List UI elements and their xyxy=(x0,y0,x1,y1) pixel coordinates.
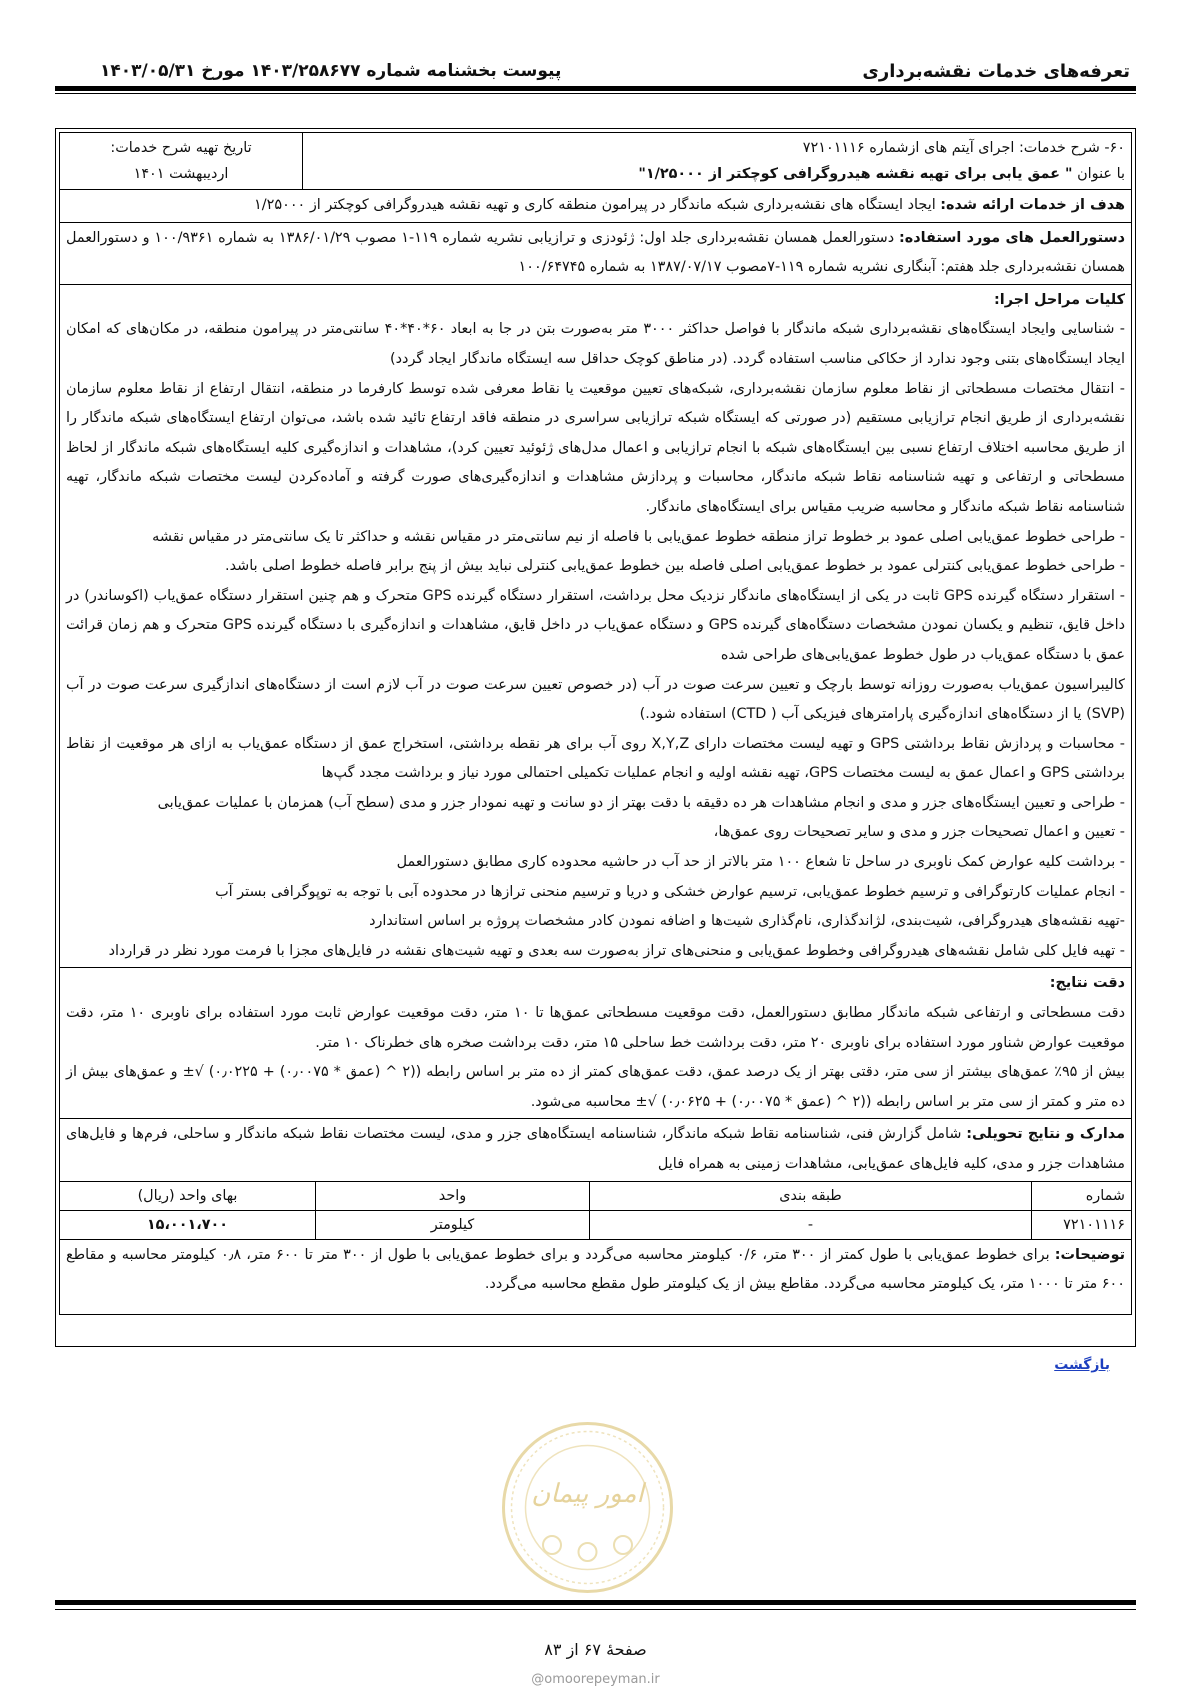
page-number: صفحهٔ ۶۷ از ۸۳ xyxy=(544,1640,647,1659)
watermark: @omoorepeyman.ir xyxy=(531,1672,660,1687)
header-rule-thin xyxy=(55,93,1136,94)
deliverables-text: شامل گزارش فنی، شناسنامه نقاط شبکه ماندگار، شناسنامه ایستگاه‌های جزر و مدی، لیست مختصات نقاط شبکه ماندگار و ساحلی، فرم‌ها و فایل‌های مشاهدات جزر و مدی، کلیه فایل‌های عمق‌یابی، مشاهدات زمینی به همراه فایل xyxy=(66,1126,1125,1172)
back-link[interactable]: بازگشت xyxy=(1054,1357,1110,1373)
accuracy-section xyxy=(59,968,1132,1119)
service-code-line: ۶۰- شرح خدمات: اجرای آیتم های ازشماره ۷۲۱۰۱۱۱۶ xyxy=(802,140,1125,156)
footer-rule-thin xyxy=(55,1609,1136,1610)
page-header xyxy=(100,55,1130,87)
organization-seal xyxy=(500,1420,675,1595)
service-title-prefix: با عنوان xyxy=(1077,166,1125,182)
instructions-text: دستورالعمل همسان نقشه‌برداری جلد اول: ژئودزی و ترازیابی نشریه شماره ۱۱۹-۱ مصوب ۱۳۸۶/۰۱/۲۹ به شماره ۱۰۰/۹۳۶۱ و دستورالعمل همسان نقشه‌برداری جلد هفتم: آبنگاری نشریه شماره ۱۱۹-۷مصوب ۱۳۸۷/۰۷/۱۷ به شماره ۱۰۰/۶۴۷۴۵ xyxy=(66,229,1125,276)
step-item: - استقرار دستگاه گیرنده GPS ثابت در یکی از ایستگاه‌های ماندگار نزدیک محل برداشت، استقرار دستگاه گیرنده GPS متحرک و هم چنین استقرار دستگاه عمق‌یاب (اکوساندر) در داخل قایق، تنظیم و یکسان نمودن مشخصات دستگاه‌های گیرنده GPS و دستگاه عمق‌یاب در داخل قایق، مشاهدات و اندازه‌گیری با دستگاه گیرنده GPS متحرک و هم زمان قرائت عمق با دستگاه عمق‌یاب در طول خطوط عمق‌یابی‌های طراحی شده xyxy=(66,587,1125,663)
price-header-cell: واحد xyxy=(316,1181,590,1210)
step-item: - طراحی و تعیین ایستگاه‌های جزر و مدی و انجام مشاهدات هر ده دقیقه با دقت بهتر از دو سانت و تهیه نمودار جزر و مدی (سطح آب) همزمان با عملیات عمق‌یابی xyxy=(157,794,1125,811)
prep-date-value: اردیبهشت ۱۴۰۱ xyxy=(133,166,229,182)
price-table-row xyxy=(60,1210,1132,1239)
steps-label: کلیات مراحل اجرا: xyxy=(994,291,1125,308)
price-header-cell: طبقه بندی xyxy=(590,1181,1032,1210)
step-item: - انتقال مختصات مسطحاتی از نقاط معلوم سازمان نقشه‌برداری، شبکه‌های تعیین موقعیت یا نقاط معرفی شده توسط کارفرما در منطقه، انتقال ارتفاع از نقاط معلوم سازمان نقشه‌برداری از طریق انجام ترازیابی مستقیم (در صورتی که ایستگاه شبکه ترازیابی سراسری در منطقه فاقد ارتفاع تائید شده باشد، می‌توان ارتفاع ایستگاه‌های شبکه ماندگار را از طریق محاسبه اختلاف ارتفاع نسبی بین ایستگاه‌های شبکه با انجام ترازیابی و اعمال مدل‌های ژئوئید تعیین کرد)، مشاهدات و اندازه‌گیری کلیه ایستگاه‌های شبکه ماندگار از لحاظ مسطحاتی و ارتفاعی و تهیه شناسنامه نقاط شبکه ماندگار، محاسبات و پردازش مشاهدات و اندازه‌گیری‌های صورت گرفته و آماده‌کردن لیست مختصات شبکه ماندگار، تهیه شناسنامه نقاط شبکه ماندگار و محاسبه ضریب مقیاس برای ایستگاه‌های ماندگار. xyxy=(66,380,1125,515)
deliverables-label: مدارک و نتایج تحویلی: xyxy=(966,1126,1126,1143)
step-item: - انجام عملیات کارتوگرافی و ترسیم خطوط عمق‌یابی، ترسیم عوارض خشکی و دریا و ترسیم منحنی ترازها در محدوده آبی با توجه به توپوگرافی بستر آب xyxy=(215,883,1125,900)
seal-text: امور پیمان xyxy=(531,1479,644,1509)
step-item: - تعیین و اعمال تصحیحات جزر و مدی و سایر تصحیحات روی عمق‌ها، xyxy=(713,824,1125,841)
service-frame xyxy=(55,128,1136,1347)
prep-date-cell xyxy=(60,133,303,190)
accuracy-paragraph: بیش از ۹۵٪ عمق‌های بیشتر از سی متر، دقتی بهتر از یک درصد عمق، دقت عمق‌های کمتر از ده متر بر اساس رابطه ((۲ ^ (عمق * ۰٫۰۰۷۵) + ۰٫۰۲۲۵) √± و عمق‌های بیش از ده متر و کمتر از سی متر بر اساس رابطه ((۲ ^ (عمق * ۰٫۰۰۷۵) + ۰٫۰۶۲۵) √± محاسبه می‌شود. xyxy=(66,1064,1125,1110)
price-cell-number: ۷۲۱۰۱۱۱۶ xyxy=(1032,1210,1132,1239)
footer-rule xyxy=(55,1600,1136,1605)
steps-section xyxy=(59,285,1132,969)
service-title: " عمق یابی برای تهیه نقشه هیدروگرافی کوچکتر از ۱/۲۵۰۰۰" xyxy=(638,166,1073,182)
goal-label: هدف از خدمات ارائه شده: xyxy=(940,197,1125,213)
price-table xyxy=(59,1181,1132,1240)
step-item: - تهیه فایل کلی شامل نقشه‌های هیدروگرافی وخطوط عمق‌یابی و منحنی‌های تراز به‌صورت سه بعدی و تهیه شیت‌های نقشه در فایل‌های مجزا با فرمت مورد نظر در قرارداد xyxy=(108,942,1125,959)
price-cell-unit: کیلومتر xyxy=(316,1210,590,1239)
prep-date-label: تاریخ تهیه شرح خدمات: xyxy=(110,140,252,156)
step-item: - برداشت کلیه عوارض کمک ناوبری در ساحل تا شعاع ۱۰۰ متر بالاتر از حد آب در حاشیه محدوده کاری مطابق دستورالعمل xyxy=(396,854,1125,871)
service-title-cell xyxy=(303,133,1132,190)
step-item: کالیبراسیون عمق‌یاب به‌صورت روزانه توسط بارچک و تعیین سرعت صوت در آب (در خصوص تعیین سرعت صوت در آب لازم است از دستگاه‌های اندازگیری سرعت صوت در آب (SVP) یا از دستگاه‌های اندازه‌گیری پارامترهای فیزیکی آب ( CTD) استفاده شود.) xyxy=(66,676,1125,723)
price-cell-price: ۱۵،۰۰۱،۷۰۰ xyxy=(60,1210,316,1239)
step-item: - طراحی خطوط عمق‌یابی اصلی عمود بر خطوط تراز منطقه خطوط عمق‌یابی با فاصله از نیم سانتی‌متر در مقیاس نقشه و حداکثر تا یک سانتی‌متر در مقیاس نقشه xyxy=(152,528,1125,545)
step-item: - طراحی خطوط عمق‌یابی کنترلی عمود بر خطوط عمق‌یابی اصلی فاصله بین خطوط عمق‌یابی کنترلی نباید بیش از پنج برابر فاصله خطوط اصلی باشد. xyxy=(225,558,1125,575)
service-title-line xyxy=(309,161,1125,187)
step-item: - شناسایی وایجاد ایستگاه‌های نقشه‌برداری شبکه ماندگار با فواصل حداکثر ۳۰۰۰ متر به‌صورت بتن در جا به ابعاد ۶۰*۴۰*۴۰ سانتی‌متر در پیرامون منطقه، در مکان‌های که امکان ایجاد ایستگاه‌های بتنی وجود ندارد از حکاکی مناسب استفاده گردد. (در مناطق کوچک حداقل سه ایستگاه ماندگار ایجاد گردد) xyxy=(66,321,1125,367)
instructions-section xyxy=(59,223,1132,285)
accuracy-label: دقت نتایج: xyxy=(1049,975,1125,992)
price-cell-category: - xyxy=(590,1210,1032,1239)
header-title: تعرفه‌های خدمات نقشه‌برداری xyxy=(862,61,1130,82)
notes-section xyxy=(59,1240,1132,1315)
goal-text: ایجاد ایستگاه های نقشه‌برداری شبکه ماندگار در پیرامون منطقه کاری و تهیه نقشه هیدروگرافی کوچکتر از ۱/۲۵۰۰۰ xyxy=(254,197,936,213)
price-header-cell: شماره xyxy=(1032,1181,1132,1210)
deliverables-section xyxy=(59,1119,1132,1181)
price-table-header xyxy=(60,1181,1132,1210)
instructions-label: دستورالعمل های مورد استفاده: xyxy=(898,229,1125,246)
price-header-cell: بهای واحد (ریال) xyxy=(60,1181,316,1210)
notes-label: توضیحات: xyxy=(1054,1246,1125,1263)
service-title-table xyxy=(59,132,1132,190)
step-item: - محاسبات و پردازش نقاط برداشتی GPS و تهیه لیست مختصات دارای X,Y,Z روی آب برای هر نقطه برداشتی، استخراج عمق از دستگاه عمق‌یاب به ازای هر موقعیت از نقاط برداشتی GPS و اعمال عمق به لیست مختصات GPS، تهیه نقشه اولیه و انجام عملیات تکمیلی احتمالی مورد نیاز و برداشت مجدد گپ‌ها xyxy=(66,735,1125,782)
accuracy-paragraph: دقت مسطحاتی و ارتفاعی شبکه ماندگار مطابق دستورالعمل، دقت موقعیت مسطحاتی عمق‌ها تا ۱۰ متر، دقت موقعیت عوارض ثابت مورد استفاده برای ناوبری ۱۰ متر، دقت موقعیت عوارض شناور مورد استفاده برای ناوبری ۲۰ متر، دقت برداشت خط ساحلی ۱۵ متر، دقت برداشت صخره های خطرناک ۱۰ متر. xyxy=(66,1005,1125,1051)
header-circular: پیوست بخشنامه شماره ۱۴۰۳/۲۵۸۶۷۷ مورخ ۱۴۰۳/۰۵/۳۱ xyxy=(100,61,562,81)
goal-section xyxy=(59,190,1132,223)
notes-text: برای خطوط عمق‌یابی با طول کمتر از ۳۰۰ متر، ۰/۶ کیلومتر محاسبه می‌گردد و برای خطوط عمق‌یابی با طول از ۳۰۰ متر تا ۶۰۰ متر، ۰٫۸ کیلومتر محاسبه و مقاطع ۶۰۰ متر تا ۱۰۰۰ متر، یک کیلومتر محاسبه می‌گردد. مقاطع بیش از یک کیلومتر طول مقطع محاسبه می‌گردد. xyxy=(66,1246,1125,1293)
step-item: -تهیه نقشه‌های هیدروگرافی، شیت‌بندی، لژاندگذاری، نام‌گذاری شیت‌ها و اضافه نمودن کادر مشخصات پروژه بر اساس استاندارد xyxy=(369,913,1125,930)
header-rule xyxy=(55,86,1136,91)
